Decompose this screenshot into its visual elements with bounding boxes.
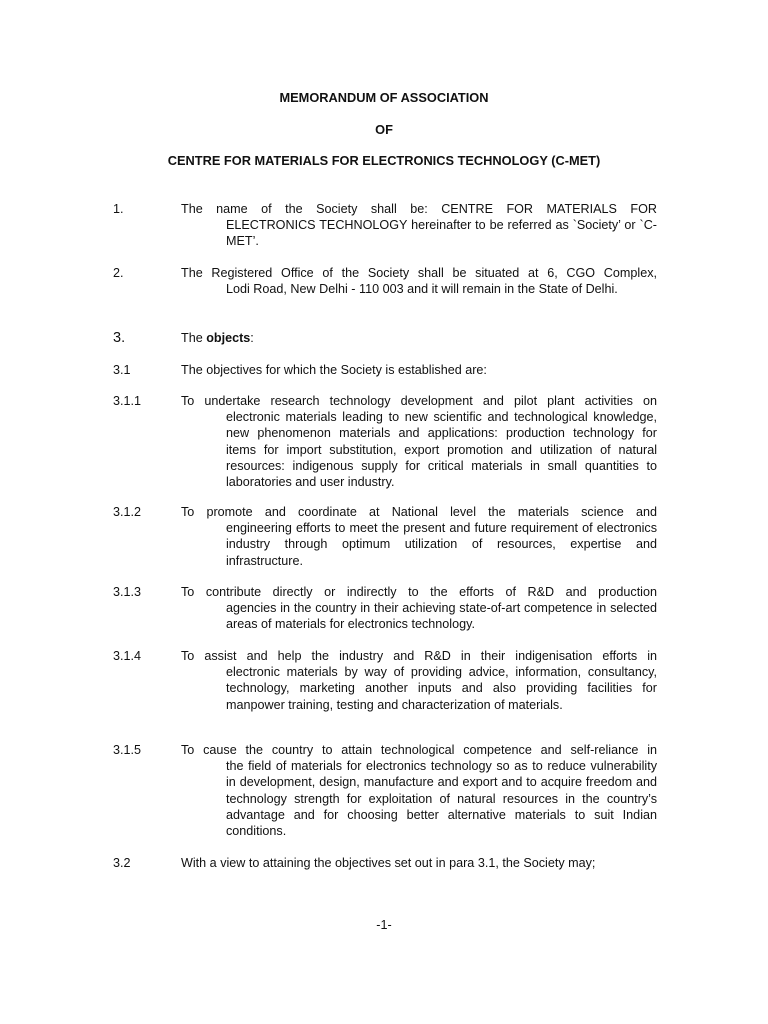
document-title-of: OF bbox=[375, 122, 393, 137]
clause-3-1-2 bbox=[113, 504, 657, 569]
clause-3-1-5 bbox=[113, 742, 657, 839]
clause-number: 1. bbox=[113, 202, 124, 216]
clause-text: Lodi Road, New Delhi - 110 003 and it will remain in the State of Delhi. bbox=[226, 282, 618, 297]
clause-text: electronic materials leading to new scientific and technological knowledge, new phenomenon materials and applications: production technology for items for import substitution, export promotion and utilization of natural resources: indigenous supply for critical materials in small quantities to laboratories and user industry. bbox=[226, 410, 657, 490]
clause-number: 3.1.5 bbox=[113, 743, 142, 757]
clause-3-2 bbox=[113, 855, 657, 871]
clause-text-first-line: To assist and help the industry and R&D in their indigenisation efforts in bbox=[181, 649, 657, 663]
clause-text: electronic materials by way of providing advice, information, consultancy, technology, marketing another inputs and also providing facilities for manpower training, testing and characterization of materials. bbox=[226, 665, 657, 712]
clause-1 bbox=[113, 201, 657, 250]
clause-text: agencies in the country in their achieving state-of-art competence in selected areas of materials for electronics technology. bbox=[226, 601, 657, 632]
clause-number: 3.2 bbox=[113, 856, 131, 870]
clause-3-1-3 bbox=[113, 584, 657, 633]
clause-number: 3.1.2 bbox=[113, 505, 142, 519]
clause-text-prefix: The bbox=[181, 331, 207, 345]
clause-text: ELECTRONICS TECHNOLOGY hereinafter to be referred as `Society’ or `C-MET’. bbox=[226, 218, 657, 249]
clause-text-first-line: The Registered Office of the Society shall be situated at 6, CGO Complex, bbox=[181, 266, 657, 280]
clause-text-first-line: To undertake research technology development and pilot plant activities on bbox=[181, 394, 657, 408]
clause-3-1-1 bbox=[113, 393, 657, 490]
clause-number: 3. bbox=[113, 330, 126, 346]
clause-text-first-line: To promote and coordinate at National level the materials science and bbox=[181, 505, 657, 519]
clause-2 bbox=[113, 265, 657, 297]
page-number: -1- bbox=[376, 918, 392, 932]
clause-text-first-line: To contribute directly or indirectly to the efforts of R&D and production bbox=[181, 585, 657, 599]
clause-text-first-line: The objectives for which the Society is established are: bbox=[181, 363, 487, 377]
clause-text-first-line: The name of the Society shall be: CENTRE FOR MATERIALS FOR bbox=[181, 202, 657, 216]
clause-number: 3.1.3 bbox=[113, 585, 142, 599]
clause-3-1 bbox=[113, 362, 657, 378]
clause-number: 2. bbox=[113, 266, 124, 280]
clause-number: 3.1.1 bbox=[113, 394, 142, 408]
clause-text-first-line: To cause the country to attain technological competence and self-reliance in bbox=[181, 743, 657, 757]
clause-text-suffix: : bbox=[250, 331, 254, 345]
clause-text: the field of materials for electronics technology so as to reduce vulnerability in development, design, manufacture and export and to acquire freedom and technology strength for exploitation of natural resources in the country’s advantage and for choosing better alternative materials to suit Indian conditions. bbox=[226, 759, 657, 839]
clause-number: 3.1.4 bbox=[113, 649, 142, 663]
clause-3 bbox=[113, 330, 657, 346]
clause-text-first-line: With a view to attaining the objectives set out in para 3.1, the Society may; bbox=[181, 856, 596, 870]
clause-text: engineering efforts to meet the present and future requirement of electronics industry through optimum utilization of resources, expertise and infrastructure. bbox=[226, 521, 657, 568]
document-title: MEMORANDUM OF ASSOCIATION bbox=[279, 90, 489, 105]
document-subtitle: CENTRE FOR MATERIALS FOR ELECTRONICS TECHNOLOGY (C-MET) bbox=[167, 153, 601, 168]
clause-3-1-4 bbox=[113, 648, 657, 713]
clause-number: 3.1 bbox=[113, 363, 131, 377]
clause-text-bold: objects bbox=[206, 331, 251, 345]
